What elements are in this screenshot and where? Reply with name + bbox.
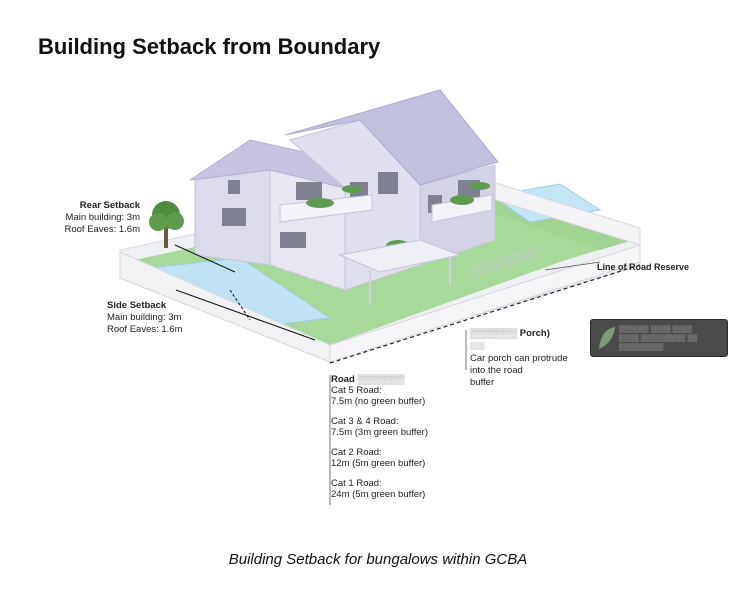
car-porch-line1: Car porch can protrude bbox=[470, 353, 568, 364]
rear-setback-heading: Rear Setback bbox=[79, 200, 140, 211]
rear-setback-label bbox=[40, 200, 140, 236]
road-cat-2: Cat 2 Road: 12m (5m green buffer) bbox=[331, 447, 426, 469]
page-title: Building Setback from Boundary bbox=[38, 34, 381, 59]
road-cat-5: Cat 5 Road: 7.5m (no green buffer) bbox=[331, 385, 426, 407]
leaf-icon bbox=[595, 323, 619, 353]
side-setback-roof-eaves: Roof Eaves: 1.6m bbox=[107, 324, 183, 335]
car-porch-line3: buffer bbox=[470, 377, 495, 388]
side-setback-label bbox=[107, 300, 217, 336]
car-porch-note: ▒▒▒▒▒▒▒ Porch) ▒▒▒ Car porch can protrude into the road buffer bbox=[470, 328, 568, 388]
road-cat-1: Cat 1 Road: 24m (5m green buffer) bbox=[331, 478, 426, 500]
figure-caption: Building Setback for bungalows within GCBA bbox=[228, 551, 528, 568]
car-porch-heading: Porch) bbox=[519, 328, 550, 339]
rear-setback-main-building: Main building: 3m bbox=[65, 212, 140, 223]
road-buffer-list: Road ▒▒▒▒▒▒▒ Cat 5 Road: 7.5m (no green buffer) Cat 3 & 4 Road: 7.5m (3m green buffer) Cat 2 Road: 12m (5m green buffer) Cat 1 Road: 24m (5m green buffer) bbox=[331, 374, 481, 500]
road-reserve-label: Line of Road Reserve bbox=[597, 262, 690, 272]
rear-setback-roof-eaves: Roof Eaves: 1.6m bbox=[64, 224, 140, 235]
side-setback-main-building: Main building: 3m bbox=[107, 312, 182, 323]
road-buffer-heading: Road bbox=[331, 374, 355, 385]
side-setback-heading: Side Setback bbox=[107, 300, 167, 311]
road-cat-3-4: Cat 3 & 4 Road: 7.5m (3m green buffer) bbox=[331, 416, 428, 438]
car-porch-line2: into the road bbox=[470, 365, 523, 376]
watermark-stamp: ▒▒▒▒▒▒ ▒▒▒▒ ▒▒▒▒ ▒▒▒▒ ▒▒▒▒▒▒▒▒▒ ▒▒ ▒▒▒▒▒▒▒▒▒ bbox=[590, 319, 728, 357]
